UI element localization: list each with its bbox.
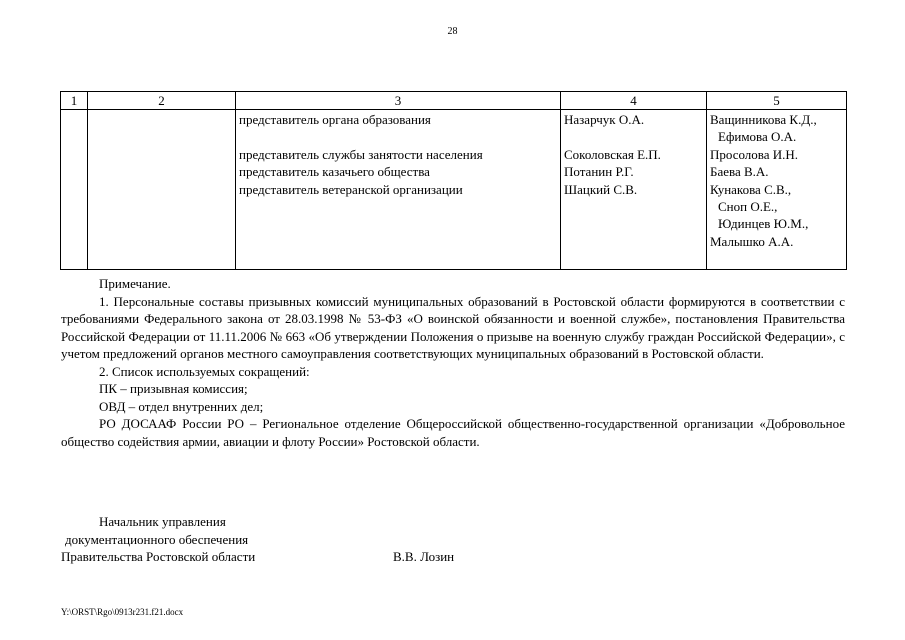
- column-header-4: 4: [561, 92, 707, 110]
- table-header-row: [61, 92, 847, 110]
- reserve-name: Баева В.А.: [710, 164, 769, 180]
- position-spacer: [239, 128, 557, 145]
- file-path: Y:\ORST\Rgo\0913r231.f21.docx: [61, 607, 184, 617]
- abbreviation-ovd: ОВД – отдел внутренних дел;: [99, 398, 264, 414]
- reserve-name: Малышко А.А.: [710, 233, 794, 249]
- column-header-2: 2: [88, 92, 236, 110]
- reserve-name: Сноп О.Е.,: [718, 198, 778, 214]
- cell-col1: [61, 110, 88, 270]
- member-spacer: [564, 128, 703, 145]
- reserve-name: Ващинникова К.Д.,: [710, 112, 817, 127]
- position-education: представитель органа образования: [239, 112, 431, 127]
- abbreviation-dosaaf: РО ДОСААФ России РО – Региональное отделение Общероссийской общественно-государственной организации «Добровольное общество содействия армии, авиации и флоту России» Ростовской области.: [61, 416, 845, 449]
- reserve-name: Юдинцев Ю.М.,: [718, 216, 809, 232]
- page-number: 28: [447, 26, 458, 37]
- signature-block: [61, 513, 541, 566]
- reserve-name: Ефимова О.А.: [718, 129, 797, 145]
- position-employment: представитель службы занятости населения: [239, 146, 483, 162]
- abbreviation-pk: ПК – призывная комиссия;: [99, 381, 248, 396]
- cell-col3-positions: [236, 110, 561, 270]
- reserve-name: Кунакова С.В.,: [710, 181, 792, 197]
- cell-col2: [88, 110, 236, 270]
- note-paragraph-1: 1. Персональные составы призывных комиссий муниципальных образований в Ростовской области формируются в соответствии с требованиями Федерального закона от 28.03.1998 № 53-ФЗ «О воинской обязанности и военной службе», постановления Правительства Российской Федерации от 11.11.2006 № 663 «Об утверждении Положения о призыве на военную службу граждан Российской Федерации», с учетом предложений органов местного самоуправления соответствующих муниципальных образований в Ростовской области.: [61, 293, 845, 361]
- note-title: Примечание.: [99, 276, 171, 291]
- signatory-title-line-2: документационного обеспечения: [65, 531, 249, 547]
- signatory-name: В.В. Лозин: [393, 549, 455, 564]
- note-paragraph-2-title: 2. Список используемых сокращений:: [99, 363, 310, 379]
- member-name: Шацкий С.В.: [564, 181, 638, 197]
- column-header-5: 5: [707, 92, 847, 110]
- note-section: [61, 275, 845, 450]
- column-header-3: 3: [236, 92, 561, 110]
- position-cossack: представитель казачьего общества: [239, 164, 430, 180]
- member-name: Соколовская Е.П.: [564, 146, 661, 162]
- member-name: Потанин Р.Г.: [564, 164, 634, 180]
- cell-col4-members: [561, 110, 707, 270]
- position-veterans: представитель ветеранской организации: [239, 181, 463, 197]
- cell-col5-reserves: [707, 110, 847, 270]
- column-header-1: 1: [61, 92, 88, 110]
- commission-table: [60, 91, 847, 270]
- table-row: [61, 110, 847, 270]
- member-name: Назарчук О.А.: [564, 112, 645, 127]
- signatory-title-line-1: Начальник управления: [99, 514, 226, 529]
- signatory-title-line-3: Правительства Ростовской области: [61, 549, 256, 564]
- reserve-name: Просолова И.Н.: [710, 146, 799, 162]
